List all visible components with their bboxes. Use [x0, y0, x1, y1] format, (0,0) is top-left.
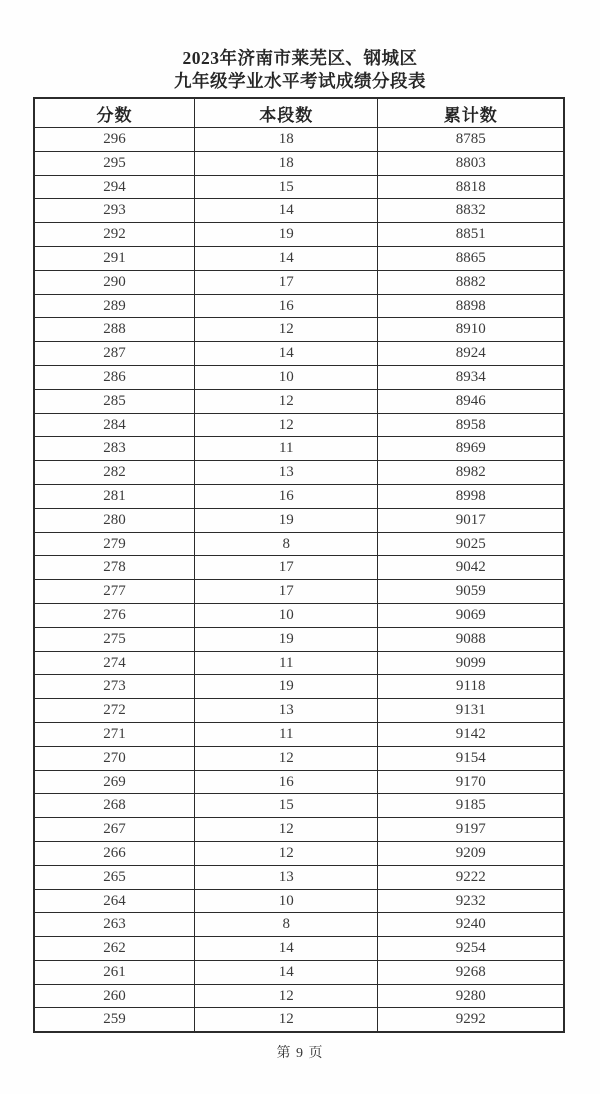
score-cell: 292 [34, 223, 195, 247]
table-row [34, 1008, 564, 1032]
segment-count-cell: 14 [195, 342, 378, 366]
score-cell: 289 [34, 294, 195, 318]
table-row [34, 342, 564, 366]
title-line-1: 2023年济南市莱芜区、钢城区 [182, 48, 418, 68]
page-title [0, 47, 600, 93]
cumulative-count-cell: 9209 [378, 841, 564, 865]
score-cell: 270 [34, 746, 195, 770]
score-cell: 263 [34, 913, 195, 937]
segment-count-cell: 17 [195, 270, 378, 294]
table-row [34, 270, 564, 294]
segment-count-cell: 17 [195, 580, 378, 604]
score-cell: 260 [34, 984, 195, 1008]
cumulative-count-cell: 8998 [378, 484, 564, 508]
title-line-2: 九年级学业水平考试成绩分段表 [174, 71, 426, 91]
segment-count-cell: 12 [195, 841, 378, 865]
table-row [34, 223, 564, 247]
score-cell: 271 [34, 722, 195, 746]
table-row [34, 246, 564, 270]
table-row [34, 818, 564, 842]
score-cell: 264 [34, 889, 195, 913]
segment-count-cell: 10 [195, 365, 378, 389]
table-row [34, 128, 564, 152]
cumulative-count-cell: 8882 [378, 270, 564, 294]
table-row [34, 294, 564, 318]
segment-count-cell: 19 [195, 508, 378, 532]
segment-count-cell: 11 [195, 651, 378, 675]
score-cell: 274 [34, 651, 195, 675]
table-row [34, 580, 564, 604]
cumulative-count-cell: 8818 [378, 175, 564, 199]
cumulative-count-cell: 9232 [378, 889, 564, 913]
cumulative-count-cell: 8934 [378, 365, 564, 389]
cumulative-count-cell: 8958 [378, 413, 564, 437]
segment-count-cell: 13 [195, 865, 378, 889]
table-row [34, 389, 564, 413]
cumulative-count-cell: 9142 [378, 722, 564, 746]
score-cell: 286 [34, 365, 195, 389]
segment-count-cell: 15 [195, 175, 378, 199]
score-cell: 284 [34, 413, 195, 437]
score-cell: 285 [34, 389, 195, 413]
segment-count-cell: 12 [195, 413, 378, 437]
cumulative-count-cell: 9099 [378, 651, 564, 675]
cumulative-count-cell: 8910 [378, 318, 564, 342]
segment-count-cell: 12 [195, 746, 378, 770]
header-segment-count: 本段数 [195, 98, 378, 128]
score-cell: 266 [34, 841, 195, 865]
segment-count-cell: 15 [195, 794, 378, 818]
cumulative-count-cell: 9025 [378, 532, 564, 556]
table-body [34, 128, 564, 1033]
table-row [34, 746, 564, 770]
score-cell: 265 [34, 865, 195, 889]
segment-count-cell: 12 [195, 389, 378, 413]
cumulative-count-cell: 9170 [378, 770, 564, 794]
table-row [34, 437, 564, 461]
cumulative-count-cell: 9240 [378, 913, 564, 937]
segment-count-cell: 13 [195, 461, 378, 485]
cumulative-count-cell: 9088 [378, 627, 564, 651]
score-cell: 259 [34, 1008, 195, 1032]
score-cell: 295 [34, 151, 195, 175]
cumulative-count-cell: 8803 [378, 151, 564, 175]
cumulative-count-cell: 9154 [378, 746, 564, 770]
score-cell: 287 [34, 342, 195, 366]
table-row [34, 532, 564, 556]
segment-count-cell: 18 [195, 128, 378, 152]
table-row [34, 603, 564, 627]
table-row [34, 770, 564, 794]
segment-count-cell: 18 [195, 151, 378, 175]
score-cell: 262 [34, 937, 195, 961]
segment-count-cell: 19 [195, 627, 378, 651]
segment-count-cell: 12 [195, 818, 378, 842]
score-cell: 288 [34, 318, 195, 342]
segment-count-cell: 13 [195, 699, 378, 723]
segment-count-cell: 8 [195, 532, 378, 556]
cumulative-count-cell: 9131 [378, 699, 564, 723]
score-cell: 269 [34, 770, 195, 794]
table-row [34, 675, 564, 699]
segment-count-cell: 14 [195, 960, 378, 984]
cumulative-count-cell: 9222 [378, 865, 564, 889]
table-row [34, 913, 564, 937]
cumulative-count-cell: 9017 [378, 508, 564, 532]
cumulative-count-cell: 9118 [378, 675, 564, 699]
score-distribution-table [33, 97, 565, 1033]
table-row [34, 199, 564, 223]
header-cumulative-count: 累计数 [378, 98, 564, 128]
cumulative-count-cell: 9268 [378, 960, 564, 984]
segment-count-cell: 19 [195, 675, 378, 699]
table-row [34, 699, 564, 723]
score-cell: 293 [34, 199, 195, 223]
table-row [34, 556, 564, 580]
cumulative-count-cell: 8865 [378, 246, 564, 270]
segment-count-cell: 12 [195, 1008, 378, 1032]
segment-count-cell: 14 [195, 937, 378, 961]
cumulative-count-cell: 9280 [378, 984, 564, 1008]
segment-count-cell: 14 [195, 199, 378, 223]
table-row [34, 794, 564, 818]
table-row [34, 960, 564, 984]
score-cell: 296 [34, 128, 195, 152]
segment-count-cell: 16 [195, 770, 378, 794]
table-row [34, 627, 564, 651]
table-row [34, 365, 564, 389]
table-row [34, 484, 564, 508]
cumulative-count-cell: 9254 [378, 937, 564, 961]
score-cell: 283 [34, 437, 195, 461]
segment-count-cell: 12 [195, 984, 378, 1008]
score-cell: 282 [34, 461, 195, 485]
score-cell: 276 [34, 603, 195, 627]
score-cell: 261 [34, 960, 195, 984]
cumulative-count-cell: 9059 [378, 580, 564, 604]
segment-count-cell: 16 [195, 294, 378, 318]
cumulative-count-cell: 8785 [378, 128, 564, 152]
table-row [34, 151, 564, 175]
score-cell: 278 [34, 556, 195, 580]
cumulative-count-cell: 9197 [378, 818, 564, 842]
segment-count-cell: 10 [195, 889, 378, 913]
score-cell: 291 [34, 246, 195, 270]
table-row [34, 508, 564, 532]
table-row [34, 318, 564, 342]
table-row [34, 841, 564, 865]
score-cell: 281 [34, 484, 195, 508]
cumulative-count-cell: 8946 [378, 389, 564, 413]
score-cell: 267 [34, 818, 195, 842]
score-cell: 272 [34, 699, 195, 723]
cumulative-count-cell: 8982 [378, 461, 564, 485]
segment-count-cell: 11 [195, 722, 378, 746]
cumulative-count-cell: 9292 [378, 1008, 564, 1032]
table-row [34, 984, 564, 1008]
score-cell: 268 [34, 794, 195, 818]
score-cell: 294 [34, 175, 195, 199]
table-row [34, 937, 564, 961]
cumulative-count-cell: 8924 [378, 342, 564, 366]
table-row [34, 722, 564, 746]
score-cell: 277 [34, 580, 195, 604]
score-cell: 273 [34, 675, 195, 699]
table-row [34, 461, 564, 485]
segment-count-cell: 16 [195, 484, 378, 508]
segment-count-cell: 11 [195, 437, 378, 461]
page-number: 第 9 页 [276, 1046, 324, 1061]
cumulative-count-cell: 8898 [378, 294, 564, 318]
header-row [34, 98, 564, 128]
segment-count-cell: 19 [195, 223, 378, 247]
segment-count-cell: 14 [195, 246, 378, 270]
cumulative-count-cell: 8969 [378, 437, 564, 461]
cumulative-count-cell: 8832 [378, 199, 564, 223]
table-row [34, 865, 564, 889]
table-row [34, 413, 564, 437]
score-cell: 279 [34, 532, 195, 556]
cumulative-count-cell: 9042 [378, 556, 564, 580]
segment-count-cell: 10 [195, 603, 378, 627]
score-cell: 290 [34, 270, 195, 294]
cumulative-count-cell: 9185 [378, 794, 564, 818]
table-row [34, 175, 564, 199]
table-row [34, 889, 564, 913]
segment-count-cell: 17 [195, 556, 378, 580]
score-cell: 280 [34, 508, 195, 532]
segment-count-cell: 8 [195, 913, 378, 937]
table-row [34, 651, 564, 675]
segment-count-cell: 12 [195, 318, 378, 342]
cumulative-count-cell: 9069 [378, 603, 564, 627]
score-cell: 275 [34, 627, 195, 651]
header-score: 分数 [34, 98, 195, 128]
cumulative-count-cell: 8851 [378, 223, 564, 247]
